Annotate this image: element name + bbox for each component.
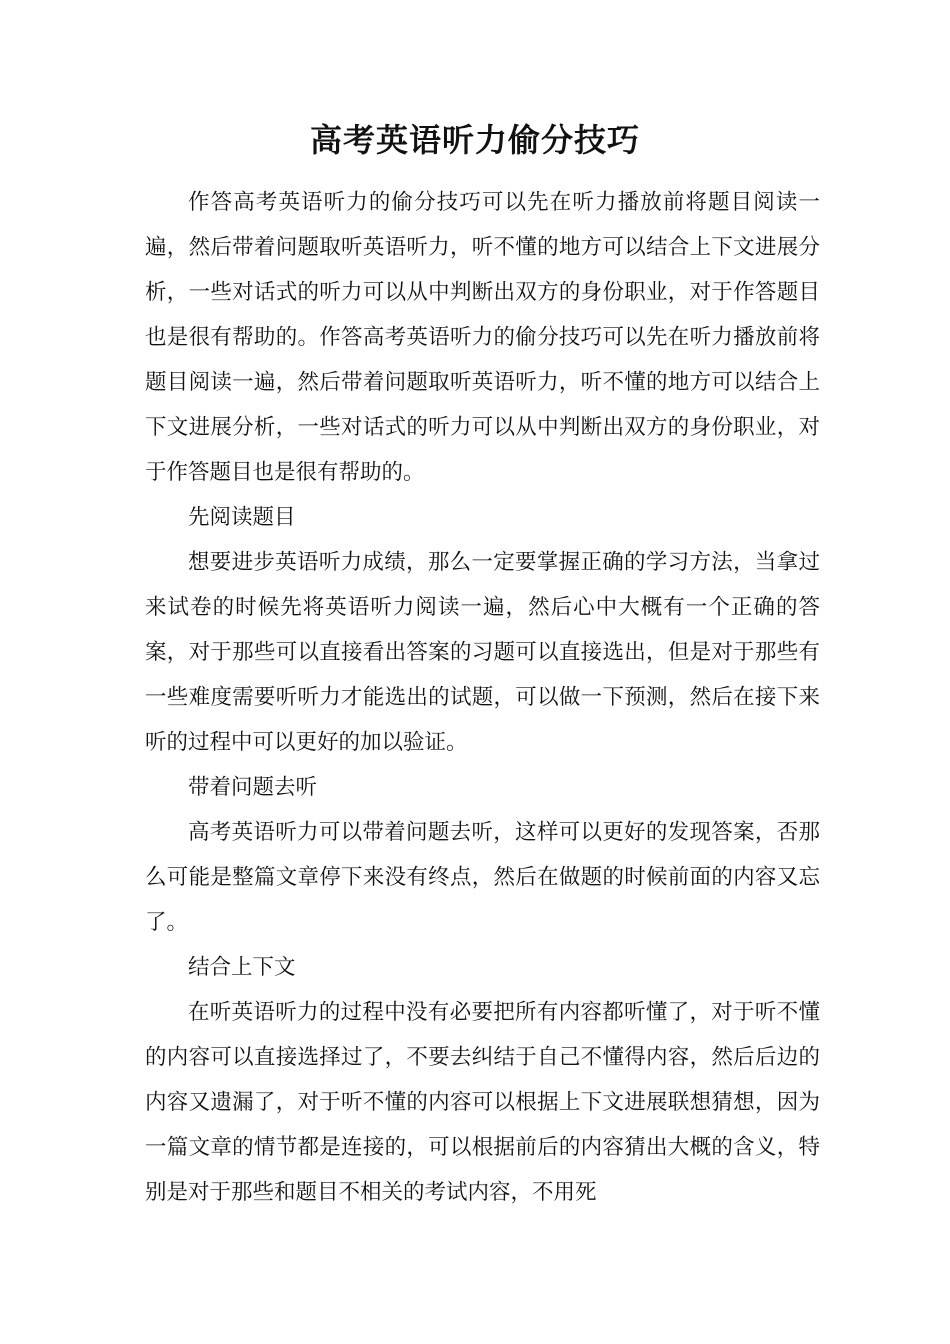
section-paragraph-use-context: 在听英语听力的过程中没有必要把所有内容都听懂了，对于听不懂的内容可以直接选择过了，不要去纠结于自己不懂得内容，然后后边的内容又遗漏了，对于听不懂的内容可以根据上下文进展联想猜想，因为一篇文章的情节都是连接的，可以根据前后的内容猜出大概的含义，特别是对于那些和题目不相关的考试内容，不用死 xyxy=(145,1000,820,1205)
section-heading-use-context: 结合上下文 xyxy=(188,955,296,980)
section-paragraph-read-questions: 想要进步英语听力成绩，那么一定要掌握正确的学习方法，当拿过来试卷的时候先将英语听力阅读一遍，然后心中大概有一个正确的答案，对于那些可以直接看出答案的习题可以直接选出，但是对于那些有一些难度需要听听力才能选出的试题，可以做一下预测，然后在接下来听的过程中可以更好的加以验证。 xyxy=(145,550,820,755)
document-title: 高考英语听力偷分技巧 xyxy=(309,121,640,159)
intro-paragraph: 作答高考英语听力的偷分技巧可以先在听力播放前将题目阅读一遍，然后带着问题取听英语听力，听不懂的地方可以结合上下文进展分析，一些对话式的听力可以从中判断出双方的身份职业，对于作答题目也是很有帮助的。作答高考英语听力的偷分技巧可以先在听力播放前将题目阅读一遍，然后带着问题取听英语听力，听不懂的地方可以结合上下文进展分析，一些对话式的听力可以从中判断出双方的身份职业，对于作答题目也是很有帮助的。 xyxy=(145,190,820,485)
section-heading-read-questions: 先阅读题目 xyxy=(188,505,296,530)
section-heading-listen-with-questions: 带着问题去听 xyxy=(188,775,318,800)
section-paragraph-listen-with-questions: 高考英语听力可以带着问题去听，这样可以更好的发现答案，否那么可能是整篇文章停下来没有终点，然后在做题的时候前面的内容又忘了。 xyxy=(145,820,820,935)
document-body xyxy=(145,180,820,1215)
